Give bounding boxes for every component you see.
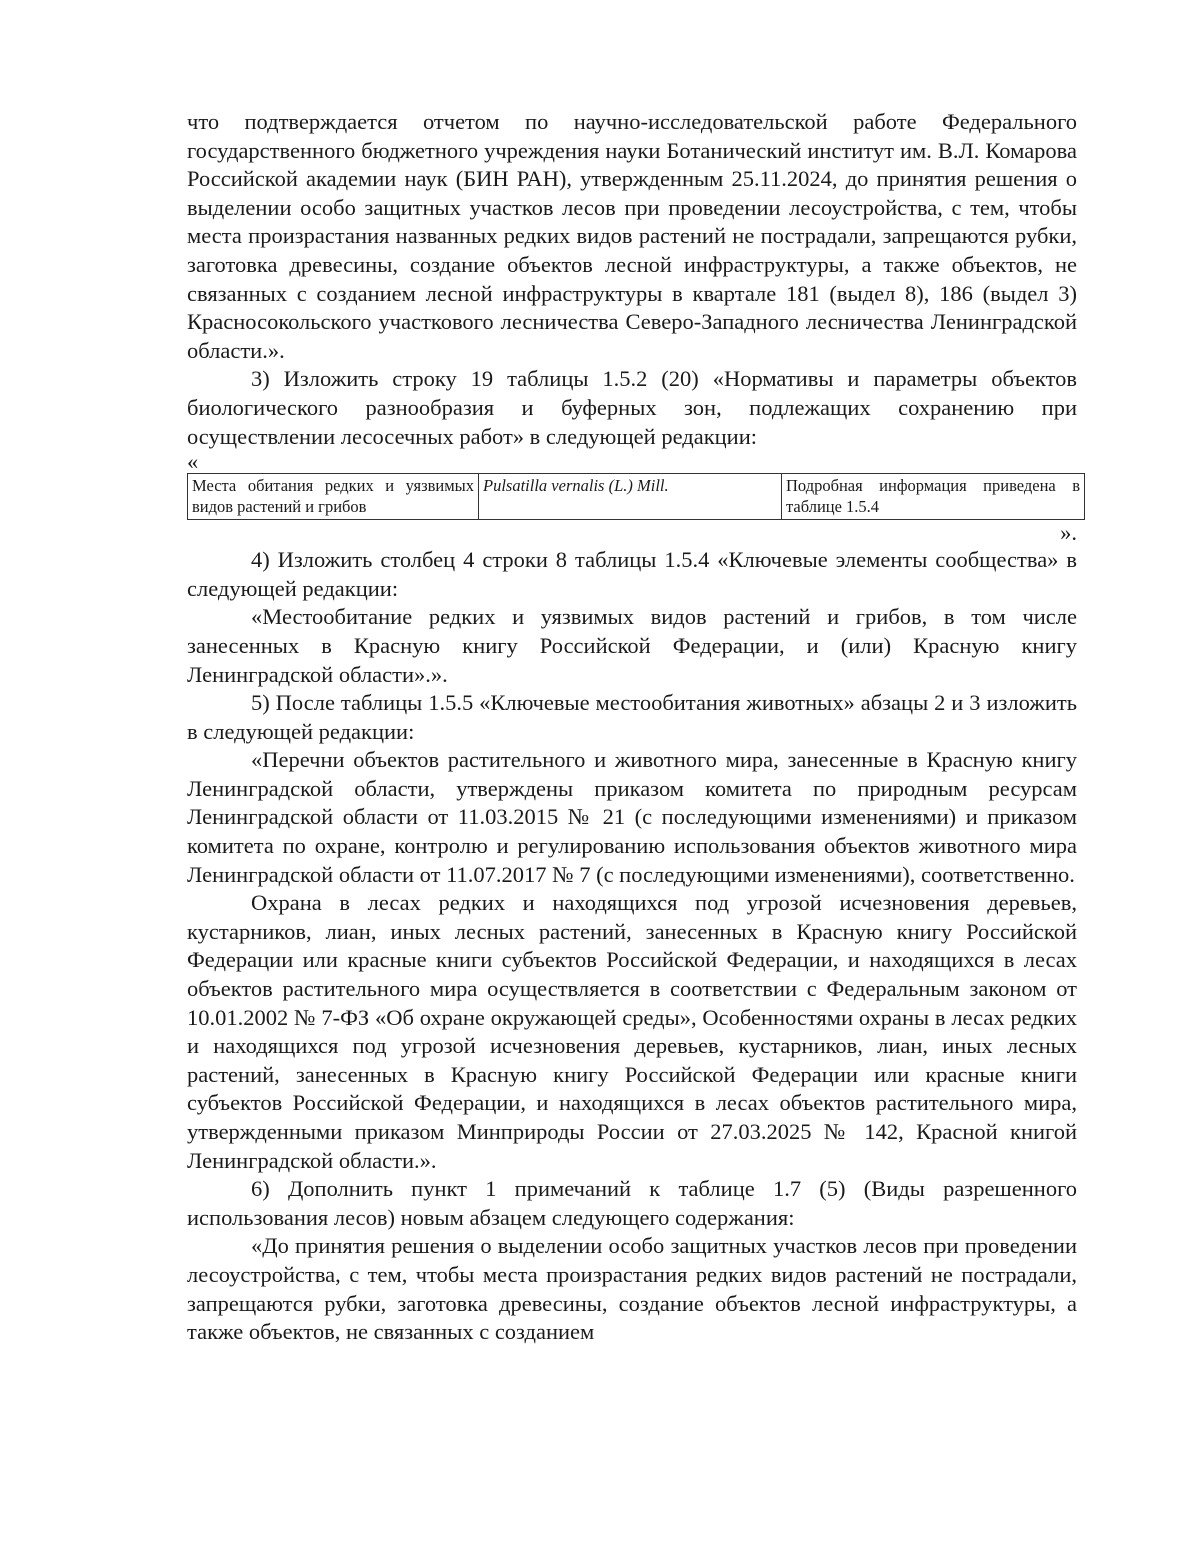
paragraph-quote-lists: «Перечни объектов растительного и животного мира, занесенные в Красную книгу Ленинградской области, утверждены приказом комитета по природным ресурсам Ленинградской области от 11.03.2015 № 21 (с последующими изменениями) и приказом комитета по охране, контролю и регулированию использования объектов животного мира Ленинградской области от 11.07.2017 № 7 (с последующими изменениями), соответственно.	[187, 747, 1077, 887]
paragraph-quote-restriction: «До принятия решения о выделении особо защитных участков лесов при проведении лесоустройства, с тем, чтобы места произрастания редких видов растений не пострадали, запрещаются рубки, заготовка древесины, создание объектов лесной инфраструктуры, а также объектов, не связанных с созданием	[187, 1233, 1077, 1345]
paragraph-protection: Охрана в лесах редких и находящихся под угрозой исчезновения деревьев, кустарников, лиан, иных лесных растений, занесенных в Красную книгу Российской Федерации или красные книги субъектов Российской Федерации, и находящихся в лесах объектов растительного мира осуществляется в соответствии с Федеральным законом от 10.01.2002 № 7-ФЗ «Об охране окружающей среды», Особенностями охраны в лесах редких и находящихся под угрозой исчезновения деревьев, кустарников, лиан, иных лесных растений, занесенных в Красную книгу Российской Федерации или красные книги субъектов Российской Федерации, и находящихся в лесах объектов растительного мира, утвержденными приказом Минприроды России от 27.03.2025 № 142, Красной книгой Ленинградской области.».	[187, 890, 1077, 1173]
table-row	[188, 474, 1085, 520]
amendment-table	[187, 473, 1085, 520]
table-cell-object-type: Места обитания редких и уязвимых видов растений и грибов	[188, 474, 479, 520]
paragraph-item-6: 6) Дополнить пункт 1 примечаний к таблице 1.7 (5) (Виды разрешенного использования лесов) новым абзацем следующего содержания:	[187, 1176, 1077, 1230]
paragraph-continuation: что подтверждается отчетом по научно-исследовательской работе Федерального государственного бюджетного учреждения науки Ботанический институт им. В.Л. Комарова Российской академии наук (БИН РАН), утвержденным 25.11.2024, до принятия решения о выделении особо защитных участков лесов при проведении лесоустройства, с тем, чтобы места произрастания названных редких видов растений не пострадали, запрещаются рубки, заготовка древесины, создание объектов лесной инфраструктуры, а также объектов, не связанных с созданием лесной инфраструктуры в квартале 181 (выдел 8), 186 (выдел 3) Красносокольского участкового лесничества Северо-Западного лесничества Ленинградской области.».	[187, 109, 1077, 363]
paragraph-item-3: 3) Изложить строку 19 таблицы 1.5.2 (20) «Нормативы и параметры объектов биологического разнообразия и буферных зон, подлежащих сохранению при осуществлении лесосечных работ» в следующей редакции:	[187, 366, 1077, 449]
document-page	[187, 108, 1080, 1347]
table-close-quote: ».	[1060, 520, 1077, 546]
paragraph-item-4: 4) Изложить столбец 4 строки 8 таблицы 1.5.4 «Ключевые элементы сообщества» в следующей редакции:	[187, 547, 1077, 601]
table-cell-species: Pulsatilla vernalis (L.) Mill.	[479, 474, 782, 520]
paragraph-item-5: 5) После таблицы 1.5.5 «Ключевые местообитания животных» абзацы 2 и 3 изложить в следующей редакции:	[187, 690, 1077, 744]
table-open-quote: «	[187, 449, 199, 475]
table-cell-reference: Подробная информация приведена в таблице 1.5.4	[782, 474, 1085, 520]
paragraph-quote-habitat: «Местообитание редких и уязвимых видов растений и грибов, в том числе занесенных в Красную книгу Российской Федерации, и (или) Красную книгу Ленинградской области».».	[187, 604, 1077, 687]
